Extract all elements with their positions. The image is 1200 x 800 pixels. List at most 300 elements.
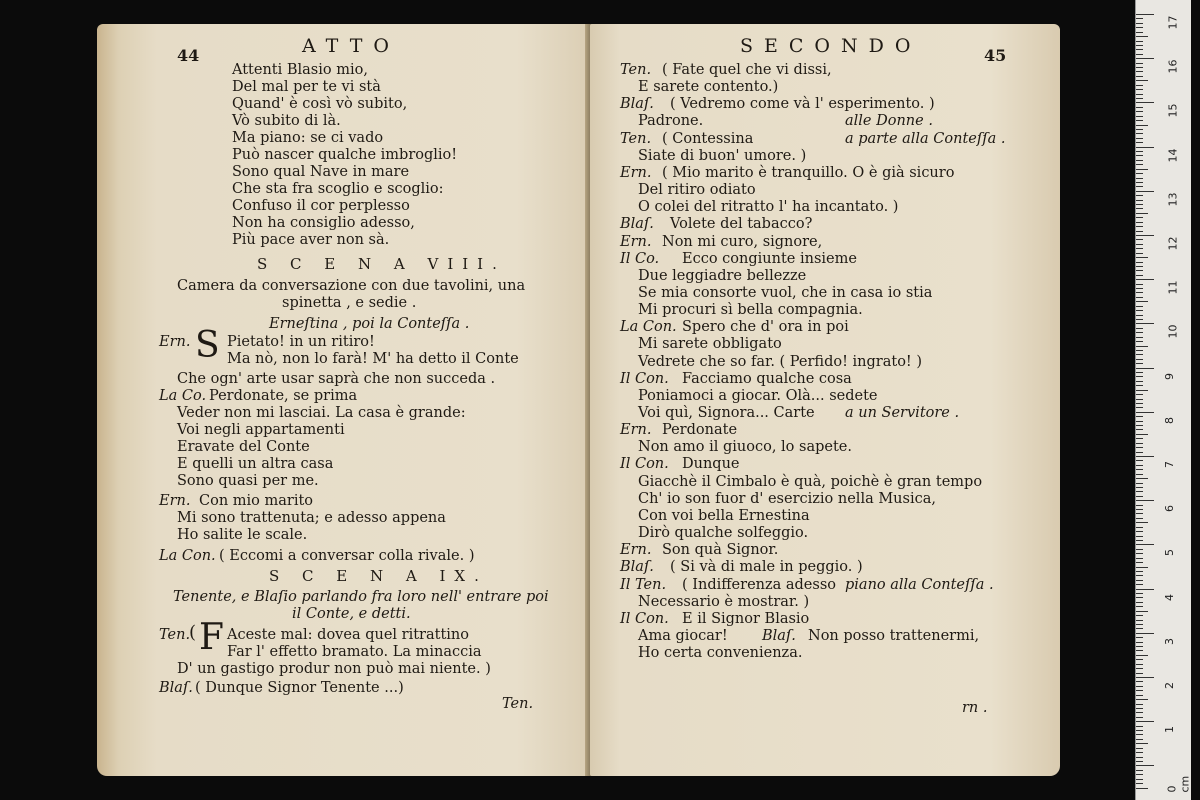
- ruler-tick: [1136, 615, 1143, 616]
- ruler-label: 9: [1163, 372, 1176, 380]
- ruler-label: 6: [1163, 505, 1176, 513]
- scene-characters: Tenente, e Blaſio parlando fra loro nell' entrare poi: [173, 589, 549, 605]
- drop-cap: F: [199, 617, 224, 658]
- ruler-label: 14: [1166, 148, 1180, 163]
- ruler-tick: [1136, 63, 1143, 64]
- ruler-tick: [1136, 646, 1143, 647]
- ruler-tick: [1136, 346, 1148, 347]
- dialogue-line: Con mio marito: [199, 493, 314, 509]
- dialogue-line: E il Signor Blasio: [682, 610, 810, 627]
- ruler-tick: [1136, 138, 1143, 139]
- ruler-tick: [1136, 456, 1154, 457]
- ruler-tick: [1136, 257, 1148, 258]
- ruler-tick: [1136, 58, 1154, 59]
- ruler-tick: [1136, 262, 1143, 263]
- ruler-tick: [1136, 67, 1143, 68]
- left-page: [97, 24, 589, 776]
- ruler-tick: [1136, 531, 1143, 532]
- dialogue-line: Non mi curo, signore,: [662, 233, 823, 250]
- ruler-label: 8: [1163, 416, 1176, 424]
- ruler-tick: [1136, 544, 1154, 545]
- speaker-name: Blaſ.: [620, 559, 654, 576]
- ruler-tick: [1136, 80, 1148, 81]
- ruler-tick: [1136, 642, 1143, 643]
- speaker-name: Ern.: [620, 164, 652, 181]
- measurement-ruler: [1135, 0, 1191, 800]
- ruler-tick: [1136, 297, 1143, 298]
- ruler-tick: [1136, 248, 1143, 249]
- ruler-tick: [1136, 704, 1143, 705]
- ruler-tick: [1136, 770, 1143, 771]
- dialogue-line: Mi sono trattenuta; e adesso appena: [177, 510, 446, 526]
- speaker-name: Ern.: [620, 422, 652, 439]
- ruler-tick: [1136, 429, 1143, 430]
- ruler-tick: [1136, 89, 1143, 90]
- ruler-tick: [1136, 540, 1143, 541]
- ruler-tick: [1136, 27, 1143, 28]
- ruler-tick: [1136, 328, 1143, 329]
- speaker-name: Il Co.: [620, 250, 660, 267]
- ruler-tick: [1136, 438, 1143, 439]
- dialogue-line: Con voi bella Ernestina: [638, 507, 810, 524]
- ruler-tick: [1136, 18, 1143, 19]
- ruler-tick: [1136, 686, 1143, 687]
- ruler-tick: [1136, 208, 1143, 209]
- ruler-label: 2: [1163, 682, 1176, 689]
- ruler-label: 0 cm: [1165, 776, 1192, 793]
- ruler-tick: [1136, 54, 1143, 55]
- dialogue-line: E sarete contento.): [638, 79, 779, 96]
- ruler-tick: [1136, 664, 1143, 665]
- ruler-tick: [1136, 98, 1143, 99]
- ruler-tick: [1136, 690, 1143, 691]
- dialogue-line: Ch' io son fuor d' esercizio nella Musica,: [638, 490, 936, 507]
- ruler-label: 1: [1163, 726, 1176, 734]
- ruler-tick: [1136, 659, 1143, 660]
- ruler-tick: [1136, 337, 1143, 338]
- ruler-tick: [1136, 372, 1143, 373]
- ruler-tick: [1136, 288, 1143, 289]
- dialogue-line: ( Dunque Signor Tenente ...): [195, 680, 404, 696]
- dialogue-line: Ama giocar!: [638, 627, 728, 644]
- ruler-tick: [1136, 292, 1143, 293]
- ruler-tick: [1136, 655, 1148, 656]
- ruler-label: 7: [1163, 461, 1176, 468]
- dialogue-line: ( Si và di male in peggio. ): [670, 559, 863, 576]
- ruler-tick: [1136, 142, 1143, 143]
- open-paren: (: [189, 622, 197, 643]
- ruler-label: 16: [1166, 59, 1180, 74]
- dialogue-line: ( Mio marito è tranquillo. O è già sicuro: [662, 164, 955, 181]
- dialogue-line: Padrone.: [638, 113, 704, 130]
- ruler-tick: [1136, 597, 1143, 598]
- ruler-tick: [1136, 593, 1143, 594]
- drop-cap: S: [195, 325, 220, 366]
- dialogue-line: Sono quasi per me.: [177, 473, 319, 489]
- verse-line: Sono qual Nave in mare: [232, 164, 410, 180]
- ruler-tick: [1136, 734, 1143, 735]
- ruler-tick: [1136, 301, 1148, 302]
- ruler-tick: [1136, 315, 1143, 316]
- dialogue-line: ( Eccomi a conversar colla rivale. ): [219, 548, 475, 564]
- ruler-tick: [1136, 580, 1143, 581]
- ruler-tick: [1136, 239, 1143, 240]
- dialogue-line: ( Fate quel che vi dissi,: [662, 62, 832, 78]
- ruler-tick: [1136, 231, 1143, 232]
- page-number-right: 45: [984, 46, 1007, 65]
- ruler-label: 4: [1163, 593, 1176, 601]
- ruler-tick: [1136, 788, 1148, 789]
- catchword: Ten.: [502, 696, 534, 712]
- dialogue-line: Necessario è mostrar. ): [638, 593, 810, 610]
- dialogue-line: Facciamo qualche cosa: [682, 370, 852, 387]
- ruler-tick: [1136, 673, 1143, 674]
- ruler-tick: [1136, 743, 1148, 744]
- ruler-label: 17: [1166, 15, 1180, 30]
- speaker-name: Ern.: [620, 542, 652, 559]
- ruler-label: 10: [1166, 324, 1180, 339]
- ruler-tick: [1136, 487, 1143, 488]
- ruler-tick: [1136, 748, 1143, 749]
- ruler-tick: [1136, 416, 1143, 417]
- ruler-tick: [1136, 668, 1143, 669]
- ruler-tick: [1136, 244, 1143, 245]
- dialogue-line: Due leggiadre bellezze: [638, 267, 807, 284]
- ruler-tick: [1136, 407, 1143, 408]
- ruler-tick: [1136, 195, 1143, 196]
- ruler-tick: [1136, 761, 1143, 762]
- dialogue-line: Vedrete che so far. ( Perfido! ingrato! ): [638, 353, 923, 370]
- ruler-tick: [1136, 421, 1143, 422]
- dialogue-line: Dirò qualche solfeggio.: [638, 525, 809, 542]
- dialogue-line: Voi quì, Signora... Carte: [638, 405, 815, 421]
- dialogue-line: Non amo il giuoco, lo sapete.: [638, 439, 852, 456]
- speaker-name: Ern.: [159, 493, 191, 509]
- ruler-tick: [1136, 571, 1143, 572]
- ruler-tick: [1136, 85, 1143, 86]
- dialogue-line: ( Contessina: [662, 130, 754, 147]
- ruler-tick: [1136, 620, 1143, 621]
- dialogue-line: Che ogn' arte usar saprà che non succeda .: [177, 371, 496, 387]
- stage-direction: a parte alla Conteſſa .: [845, 130, 1006, 147]
- ruler-tick: [1136, 116, 1143, 117]
- ruler-tick: [1136, 491, 1143, 492]
- ruler-tick: [1136, 624, 1143, 625]
- ruler-tick: [1136, 708, 1143, 709]
- dialogue-line: Veder non mi lasciai. La casa è grande:: [177, 405, 466, 421]
- dialogue-line: Ho certa convenienza.: [638, 645, 803, 662]
- ruler-tick: [1136, 637, 1143, 638]
- ruler-tick: [1136, 739, 1143, 740]
- ruler-tick: [1136, 650, 1143, 651]
- speaker-name: Ern.: [159, 334, 191, 350]
- ruler-tick: [1136, 611, 1148, 612]
- ruler-tick: [1136, 133, 1143, 134]
- verse-line: Può nascer qualche imbroglio!: [232, 147, 458, 163]
- ruler-tick: [1136, 677, 1154, 678]
- ruler-tick: [1136, 779, 1143, 780]
- dialogue-line: D' un gastigo produr non può mai niente. ): [177, 661, 491, 677]
- ruler-tick: [1136, 628, 1143, 629]
- ruler-tick: [1136, 14, 1154, 15]
- ruler-tick: [1136, 558, 1143, 559]
- ruler-tick: [1136, 434, 1148, 435]
- speaker-name: Ten.: [620, 130, 652, 147]
- ruler-tick: [1136, 385, 1143, 386]
- ruler-tick: [1136, 169, 1148, 170]
- scene-characters: Erneſtina , poi la Conteſſa .: [269, 316, 470, 332]
- verse-line: Quand' è così vò subito,: [232, 96, 408, 112]
- ruler-tick: [1136, 275, 1143, 276]
- ruler-tick: [1136, 306, 1143, 307]
- ruler-tick: [1136, 376, 1143, 377]
- ruler-tick: [1136, 125, 1148, 126]
- ruler-tick: [1136, 774, 1143, 775]
- ruler-tick: [1136, 213, 1148, 214]
- verse-line: Confuso il cor perplesso: [232, 198, 410, 214]
- ruler-tick: [1136, 527, 1143, 528]
- ruler-tick: [1136, 562, 1143, 563]
- ruler-tick: [1136, 399, 1143, 400]
- dialogue-line: Poniamoci a giocar. Olà... sedete: [638, 387, 878, 404]
- dialogue-line: Ma nò, non lo farà! M' ha detto il Conte: [227, 351, 519, 367]
- verse-line: Del mal per te vi stà: [232, 79, 381, 95]
- scene-setting: Camera da conversazione con due tavolini, una: [177, 278, 526, 294]
- ruler-tick: [1136, 606, 1143, 607]
- stage-direction: a un Servitore .: [845, 405, 960, 421]
- ruler-tick: [1136, 155, 1143, 156]
- speaker-name: Il Ten.: [620, 576, 667, 593]
- verse-line: Ma piano: se ci vado: [232, 130, 384, 146]
- dialogue-line: Se mia consorte vuol, che in casa io stia: [638, 284, 933, 301]
- ruler-tick: [1136, 699, 1148, 700]
- ruler-tick: [1136, 270, 1143, 271]
- dialogue-line: Ecco congiunte insieme: [682, 250, 857, 267]
- ruler-tick: [1136, 107, 1143, 108]
- ruler-label: 11: [1166, 280, 1180, 295]
- ruler-tick: [1136, 536, 1143, 537]
- ruler-tick: [1136, 633, 1154, 634]
- ruler-tick: [1136, 151, 1143, 152]
- ruler-tick: [1136, 49, 1143, 50]
- ruler-tick: [1136, 200, 1143, 201]
- dialogue-line: Ho salite le scale.: [177, 527, 308, 543]
- ruler-tick: [1136, 71, 1143, 72]
- scene-setting: spinetta , e sedie .: [282, 295, 417, 311]
- ruler-tick: [1136, 602, 1143, 603]
- ruler-tick: [1136, 76, 1143, 77]
- ruler-label: 15: [1166, 103, 1180, 118]
- dialogue-line: Pietato! in un ritiro!: [227, 334, 375, 350]
- dialogue-line: ( Vedremo come và l' esperimento. ): [670, 96, 935, 113]
- ruler-tick: [1136, 390, 1148, 391]
- ruler-tick: [1136, 757, 1143, 758]
- ruler-label: 12: [1166, 236, 1180, 251]
- verse-line: Vò subito di là.: [232, 113, 341, 129]
- ruler-tick: [1136, 726, 1143, 727]
- dialogue-line: Dunque: [682, 456, 740, 473]
- ruler-tick: [1136, 584, 1143, 585]
- scene-characters: il Conte, e detti.: [292, 606, 411, 622]
- ruler-tick: [1136, 354, 1143, 355]
- ruler-tick: [1136, 253, 1143, 254]
- ruler-tick: [1136, 513, 1143, 514]
- speaker-name: La Co.: [159, 388, 207, 404]
- ruler-tick: [1136, 332, 1143, 333]
- verse-line: Attenti Blasio mio,: [232, 62, 368, 78]
- ruler-tick: [1136, 350, 1143, 351]
- ruler-tick: [1136, 102, 1154, 103]
- ruler-tick: [1136, 323, 1154, 324]
- dialogue-line: Far l' effetto bramato. La minaccia: [227, 644, 482, 660]
- ruler-tick: [1136, 553, 1143, 554]
- ruler-tick: [1136, 474, 1143, 475]
- ruler-tick: [1136, 425, 1143, 426]
- dialogue-line: Perdonate: [662, 422, 738, 439]
- ruler-tick: [1136, 41, 1143, 42]
- ruler-tick: [1136, 226, 1143, 227]
- ruler-tick: [1136, 191, 1154, 192]
- ruler-tick: [1136, 518, 1143, 519]
- dialogue-line: Mi sarete obbligato: [638, 336, 782, 353]
- speaker-name: Ern.: [620, 233, 652, 250]
- ruler-tick: [1136, 222, 1143, 223]
- ruler-tick: [1136, 341, 1143, 342]
- ruler-tick: [1136, 359, 1143, 360]
- ruler-tick: [1136, 478, 1148, 479]
- ruler-tick: [1136, 695, 1143, 696]
- dialogue-line: Perdonate, se prima: [209, 388, 358, 404]
- ruler-tick: [1136, 182, 1143, 183]
- ruler-tick: [1136, 765, 1154, 766]
- dialogue-line: Non posso trattenermi,: [808, 627, 980, 644]
- ruler-tick: [1136, 381, 1143, 382]
- ruler-tick: [1136, 279, 1154, 280]
- ruler-tick: [1136, 500, 1154, 501]
- dialogue-line: Son quà Signor.: [662, 542, 779, 559]
- dialogue-line: Eravate del Conte: [177, 439, 310, 455]
- verse-line: Che sta fra scoglio e scoglio:: [232, 181, 444, 197]
- ruler-tick: [1136, 412, 1154, 413]
- dialogue-line: Aceste mal: dovea quel ritrattino: [227, 627, 469, 643]
- ruler-tick: [1136, 94, 1143, 95]
- ruler-tick: [1136, 178, 1143, 179]
- ruler-tick: [1136, 45, 1143, 46]
- right-page: [590, 24, 1060, 776]
- ruler-tick: [1136, 186, 1143, 187]
- scene-heading: S C E N A VIII.: [257, 255, 506, 273]
- ruler-tick: [1136, 284, 1143, 285]
- ruler-tick: [1136, 160, 1143, 161]
- ruler-tick: [1136, 266, 1143, 267]
- ruler-tick: [1136, 147, 1154, 148]
- speaker-name: Blaſ.: [159, 680, 193, 696]
- ruler-tick: [1136, 483, 1143, 484]
- catchword: rn .: [962, 700, 988, 716]
- speaker-name: Il Con.: [620, 610, 669, 627]
- ruler-tick: [1136, 452, 1143, 453]
- ruler-tick: [1136, 752, 1143, 753]
- ruler-tick: [1136, 549, 1143, 550]
- speaker-name: Ten.: [620, 62, 652, 78]
- speaker-name: Il Con.: [620, 456, 669, 473]
- running-header-right: SECONDO: [740, 35, 922, 57]
- dialogue-line: ( Indifferenza adesso: [682, 576, 836, 593]
- speaker-name: Il Con.: [620, 370, 669, 387]
- stage-direction: piano alla Conteſſa .: [845, 576, 994, 593]
- dialogue-line: O colei del ritratto l' ha incantato. ): [638, 199, 899, 216]
- ruler-tick: [1136, 173, 1143, 174]
- ruler-tick: [1136, 783, 1143, 784]
- ruler-tick: [1136, 505, 1143, 506]
- speaker-name: La Con.: [159, 548, 216, 564]
- ruler-tick: [1136, 509, 1143, 510]
- ruler-tick: [1136, 368, 1154, 369]
- ruler-tick: [1136, 111, 1143, 112]
- speaker-name: Blaſ.: [762, 627, 796, 644]
- ruler-tick: [1136, 36, 1148, 37]
- ruler-tick: [1136, 712, 1143, 713]
- ruler-tick: [1136, 394, 1143, 395]
- ruler-tick: [1136, 717, 1143, 718]
- ruler-tick: [1136, 589, 1154, 590]
- ruler-tick: [1136, 447, 1143, 448]
- ruler-label: 3: [1163, 637, 1176, 645]
- ruler-tick: [1136, 235, 1154, 236]
- ruler-tick: [1136, 567, 1148, 568]
- dialogue-line: Voi negli appartamenti: [177, 422, 345, 438]
- dialogue-line: Volete del tabacco?: [670, 216, 813, 233]
- dialogue-line: Siate di buon' umore. ): [638, 147, 807, 164]
- ruler-tick: [1136, 403, 1143, 404]
- dialogue-line: Spero che d' ora in poi: [682, 319, 849, 336]
- ruler-tick: [1136, 721, 1154, 722]
- ruler-tick: [1136, 32, 1143, 33]
- running-header-left: ATTO: [302, 35, 400, 57]
- ruler-tick: [1136, 443, 1143, 444]
- speaker-name: Blaſ.: [620, 216, 654, 233]
- verse-line: Non ha consiglio adesso,: [232, 215, 415, 231]
- ruler-tick: [1136, 310, 1143, 311]
- speaker-name: Blaſ.: [620, 96, 654, 113]
- ruler-tick: [1136, 129, 1143, 130]
- dialogue-line: Del ritiro odiato: [638, 182, 756, 199]
- ruler-tick: [1136, 164, 1143, 165]
- verse-line: Più pace aver non sà.: [232, 232, 390, 248]
- speaker-name: Ten.: [159, 627, 191, 643]
- ruler-tick: [1136, 469, 1143, 470]
- dialogue-line: Giacchè il Cimbalo è quà, poichè è gran tempo: [638, 473, 983, 490]
- speaker-name: La Con.: [620, 319, 677, 336]
- ruler-tick: [1136, 217, 1143, 218]
- ruler-tick: [1136, 120, 1143, 121]
- dialogue-line: Mi procuri sì bella compagnia.: [638, 302, 863, 319]
- dialogue-line: E quelli un altra casa: [177, 456, 334, 472]
- ruler-tick: [1136, 363, 1143, 364]
- ruler-tick: [1136, 522, 1148, 523]
- ruler-tick: [1136, 575, 1143, 576]
- ruler-tick: [1136, 496, 1143, 497]
- ruler-tick: [1136, 730, 1143, 731]
- ruler-label: 13: [1166, 192, 1180, 207]
- ruler-tick: [1136, 681, 1143, 682]
- stage-direction: alle Donne .: [845, 113, 933, 130]
- ruler-tick: [1136, 465, 1143, 466]
- ruler-tick: [1136, 319, 1143, 320]
- page-number-left: 44: [177, 46, 200, 65]
- ruler-tick: [1136, 460, 1143, 461]
- ruler-label: 5: [1163, 549, 1176, 557]
